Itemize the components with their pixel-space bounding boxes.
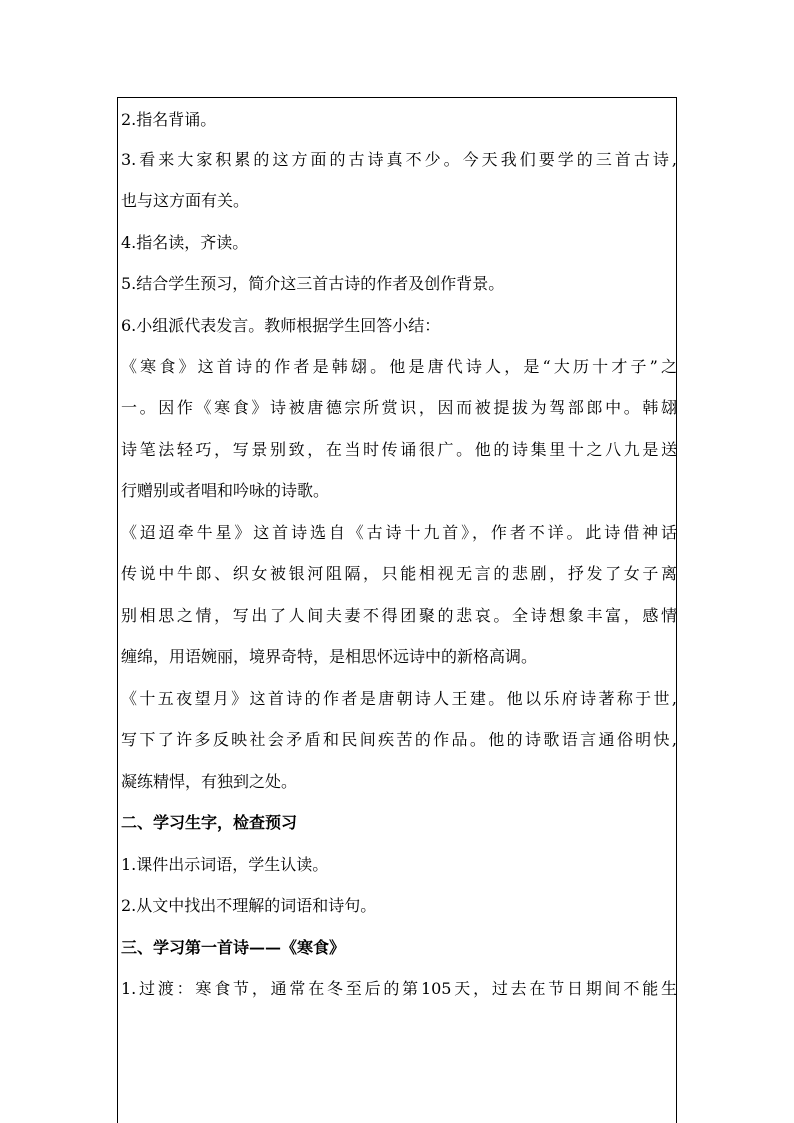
text-line-15: 《十五夜望月》这首诗的作者是唐朝诗人王建。他以乐府诗著称于世, [121, 689, 677, 708]
text-line-1: 2.指名背诵。 [121, 110, 217, 129]
text-line-13: 别相思之情，写出了人间夫妻不得团聚的悲哀。全诗想象丰富，感情 [121, 606, 677, 625]
text-line-14: 缠绵，用语婉丽，境界奇特，是相思怀远诗中的新格高调。 [121, 647, 538, 666]
text-line-7: 《寒食》这首诗的作者是韩翃。他是唐代诗人，是“大历十才子”之 [121, 357, 677, 376]
text-line-2: 3.看来大家积累的这方面的古诗真不少。今天我们要学的三首古诗, [121, 150, 677, 169]
text-line-10: 行赠别或者唱和吟咏的诗歌。 [121, 481, 330, 500]
text-line-16: 写下了许多反映社会矛盾和民间疾苦的作品。他的诗歌语言通俗明快, [121, 730, 677, 749]
text-line-11: 《迢迢牵牛星》这首诗选自《古诗十九首》，作者不详。此诗借神话 [121, 523, 677, 542]
text-line-20: 2.从文中找出不理解的词语和诗句。 [121, 896, 377, 915]
text-line-9: 诗笔法轻巧，写景别致，在当时传诵很广。他的诗集里十之八九是送 [121, 440, 677, 459]
text-line-19: 1.课件出示词语，学生认读。 [121, 855, 329, 874]
section-heading-3: 三、学习第一首诗——《寒食》 [121, 938, 346, 957]
text-line-8: 一。因作《寒食》诗被唐德宗所赏识，因而被提拔为驾部郎中。韩翃 [121, 398, 677, 417]
text-line-12: 传说中牛郎、织女被银河阻隔，只能相视无言的悲剧，抒发了女子离 [121, 564, 677, 583]
text-line-3: 也与这方面有关。 [121, 191, 250, 210]
text-line-17: 凝练精悍，有独到之处。 [121, 772, 298, 791]
text-line-6: 6.小组派代表发言。教师根据学生回答小结： [121, 316, 441, 335]
section-heading-2: 二、学习生字，检查预习 [121, 813, 298, 832]
text-line-22: 1.过渡：寒食节，通常在冬至后的第105天，过去在节日期间不能生 [121, 979, 677, 998]
text-line-5: 5.结合学生预习，简介这三首古诗的作者及创作背景。 [121, 274, 505, 293]
text-line-4: 4.指名读，齐读。 [121, 233, 249, 252]
